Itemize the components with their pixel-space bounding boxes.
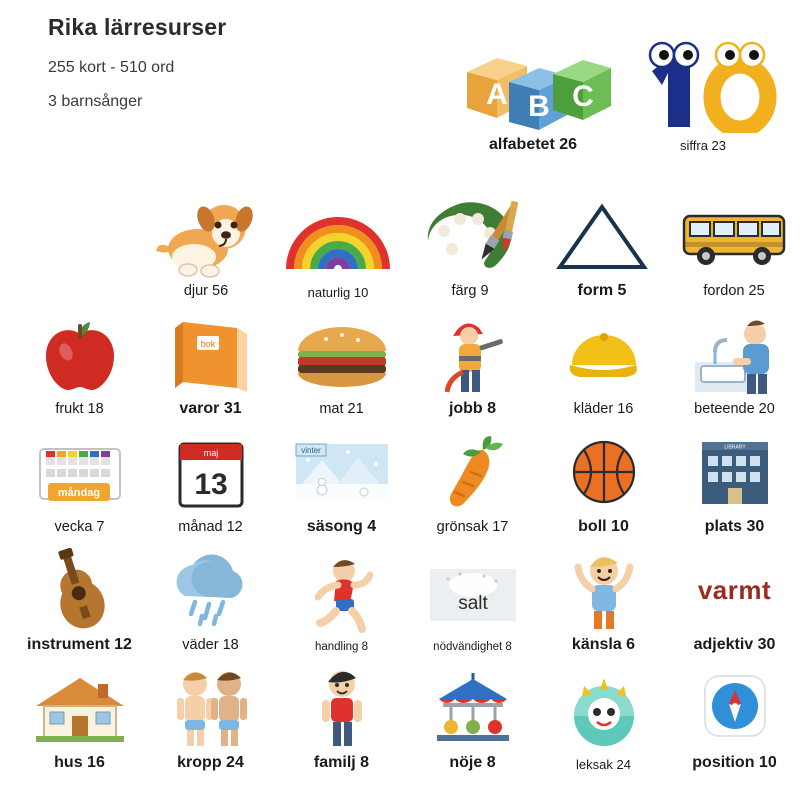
category-card-vecka[interactable]	[14, 418, 145, 536]
category-row	[14, 536, 800, 654]
category-label: fordon 25	[703, 283, 765, 300]
category-label: kläder 16	[573, 401, 634, 418]
category-card-position[interactable]	[669, 654, 800, 772]
category-label: familj 8	[313, 754, 370, 772]
burger-icon	[286, 314, 398, 398]
category-card-handling[interactable]	[276, 536, 407, 654]
card-count-line: 255 kort - 510 ord	[48, 59, 175, 76]
page-title: Rika lärresurser	[48, 14, 227, 40]
category-label: hus 16	[54, 754, 105, 772]
rain-cloud-icon	[155, 550, 267, 634]
category-label: nödvändighet 8	[433, 641, 512, 654]
book-icon	[155, 312, 267, 396]
guitar-icon	[24, 548, 136, 632]
song-count-line: 3 barnsånger	[48, 93, 143, 110]
svg-text:maj: maj	[203, 448, 218, 459]
category-card-kansla[interactable]	[538, 536, 669, 654]
apple-icon	[24, 314, 136, 398]
category-card-varor[interactable]	[145, 300, 276, 418]
category-card-instrument[interactable]	[14, 536, 145, 654]
category-label: känsla 6	[571, 636, 636, 654]
svg-text:B: B	[528, 90, 550, 123]
carrot-icon	[417, 432, 529, 516]
category-label: alfabetet 26	[488, 136, 578, 153]
category-card-nodvandighet[interactable]	[407, 536, 538, 654]
category-label: väder 18	[182, 637, 239, 654]
category-card-beteende[interactable]	[669, 300, 800, 418]
svg-text:13: 13	[193, 468, 228, 502]
category-card-fordon[interactable]	[668, 172, 800, 300]
category-card-hus[interactable]	[14, 654, 145, 772]
category-label: frukt 18	[55, 401, 104, 418]
category-card-jobb[interactable]	[407, 300, 538, 418]
category-card-alfabetet[interactable]	[448, 36, 618, 154]
svg-text:LIBRARY: LIBRARY	[723, 444, 746, 451]
category-label: kropp 24	[177, 754, 244, 772]
category-label: djur 56	[183, 283, 229, 300]
category-card-gronsak[interactable]	[407, 418, 538, 536]
svg-text:bok: bok	[200, 339, 215, 350]
category-label: säsong 4	[306, 518, 377, 536]
carousel-icon	[417, 666, 529, 750]
category-label: nöje 8	[449, 754, 496, 772]
category-label: instrument 12	[27, 636, 132, 654]
category-card-plats[interactable]	[669, 418, 800, 536]
calendar-13-icon	[155, 432, 267, 516]
svg-text:salt: salt	[457, 593, 488, 615]
dog-icon	[150, 196, 262, 280]
basketball-icon	[548, 430, 660, 514]
compass-icon	[679, 666, 791, 750]
warm-word-icon	[679, 548, 791, 632]
category-card-klader[interactable]	[538, 300, 669, 418]
category-label: form 5	[577, 282, 627, 300]
category-row	[14, 654, 800, 772]
category-row	[14, 172, 800, 300]
category-card-naturlig[interactable]	[272, 172, 404, 300]
top-category-row	[448, 36, 788, 154]
warm-word-text: varmt	[697, 574, 772, 605]
bus-icon	[678, 196, 790, 280]
toy-ball-icon	[548, 670, 660, 754]
category-label: naturlig 10	[307, 284, 369, 300]
category-label: adjektiv 30	[693, 636, 776, 654]
category-card-familj[interactable]	[276, 654, 407, 772]
category-label: mat 21	[319, 401, 364, 418]
category-label: boll 10	[578, 518, 629, 536]
category-card-adjektiv[interactable]	[669, 536, 800, 654]
body-children-icon	[155, 666, 267, 750]
category-card-vader[interactable]	[145, 536, 276, 654]
category-label: färg 9	[451, 283, 489, 300]
running-boy-icon	[286, 553, 398, 637]
svg-text:C: C	[572, 80, 594, 113]
category-label: beteende 20	[694, 401, 775, 418]
category-label: handling 8	[314, 641, 369, 654]
category-card-manad[interactable]	[145, 418, 276, 536]
salt-shaker-icon	[417, 553, 529, 637]
category-card-kropp[interactable]	[145, 654, 276, 772]
weekly-calendar-icon	[24, 432, 136, 516]
svg-text:måndag: måndag	[57, 487, 100, 500]
happy-child-icon	[548, 548, 660, 632]
category-label: månad 12	[178, 519, 243, 536]
category-card-form[interactable]	[536, 172, 668, 300]
category-card-boll[interactable]	[538, 418, 669, 536]
library-building-icon	[679, 430, 791, 514]
category-card-siffra[interactable]	[618, 36, 788, 154]
house-icon	[24, 666, 136, 750]
cap-icon	[548, 314, 660, 398]
category-row	[14, 300, 800, 418]
abc-blocks-icon	[448, 36, 618, 132]
numbers-10-icon	[618, 39, 788, 135]
category-card-leksak[interactable]	[538, 654, 669, 772]
category-label: leksak 24	[576, 756, 631, 772]
category-card-noje[interactable]	[407, 654, 538, 772]
category-label: siffra 23	[679, 138, 726, 154]
category-row	[14, 418, 800, 536]
svg-text:A: A	[486, 78, 508, 111]
paint-palette-icon	[414, 196, 526, 280]
category-label: vecka 7	[54, 519, 105, 536]
boy-icon	[286, 666, 398, 750]
category-card-mat[interactable]	[276, 300, 407, 418]
firefighter-icon	[417, 312, 529, 396]
rainbow-icon	[282, 198, 394, 282]
svg-text:vinter: vinter	[300, 446, 321, 456]
header	[48, 14, 468, 127]
winter-scene-icon	[286, 430, 398, 514]
category-card-farg[interactable]	[404, 172, 536, 300]
category-label: jobb 8	[448, 400, 497, 418]
category-label: varor 31	[179, 400, 242, 418]
category-card-djur[interactable]	[140, 172, 272, 300]
handwashing-icon	[679, 314, 791, 398]
triangle-icon	[546, 194, 658, 278]
category-label: position 10	[692, 754, 777, 772]
category-card-frukt[interactable]	[14, 300, 145, 418]
category-label: grönsak 17	[436, 519, 509, 536]
category-label: plats 30	[704, 518, 765, 536]
category-card-sasong[interactable]	[276, 418, 407, 536]
category-grid	[14, 172, 800, 772]
